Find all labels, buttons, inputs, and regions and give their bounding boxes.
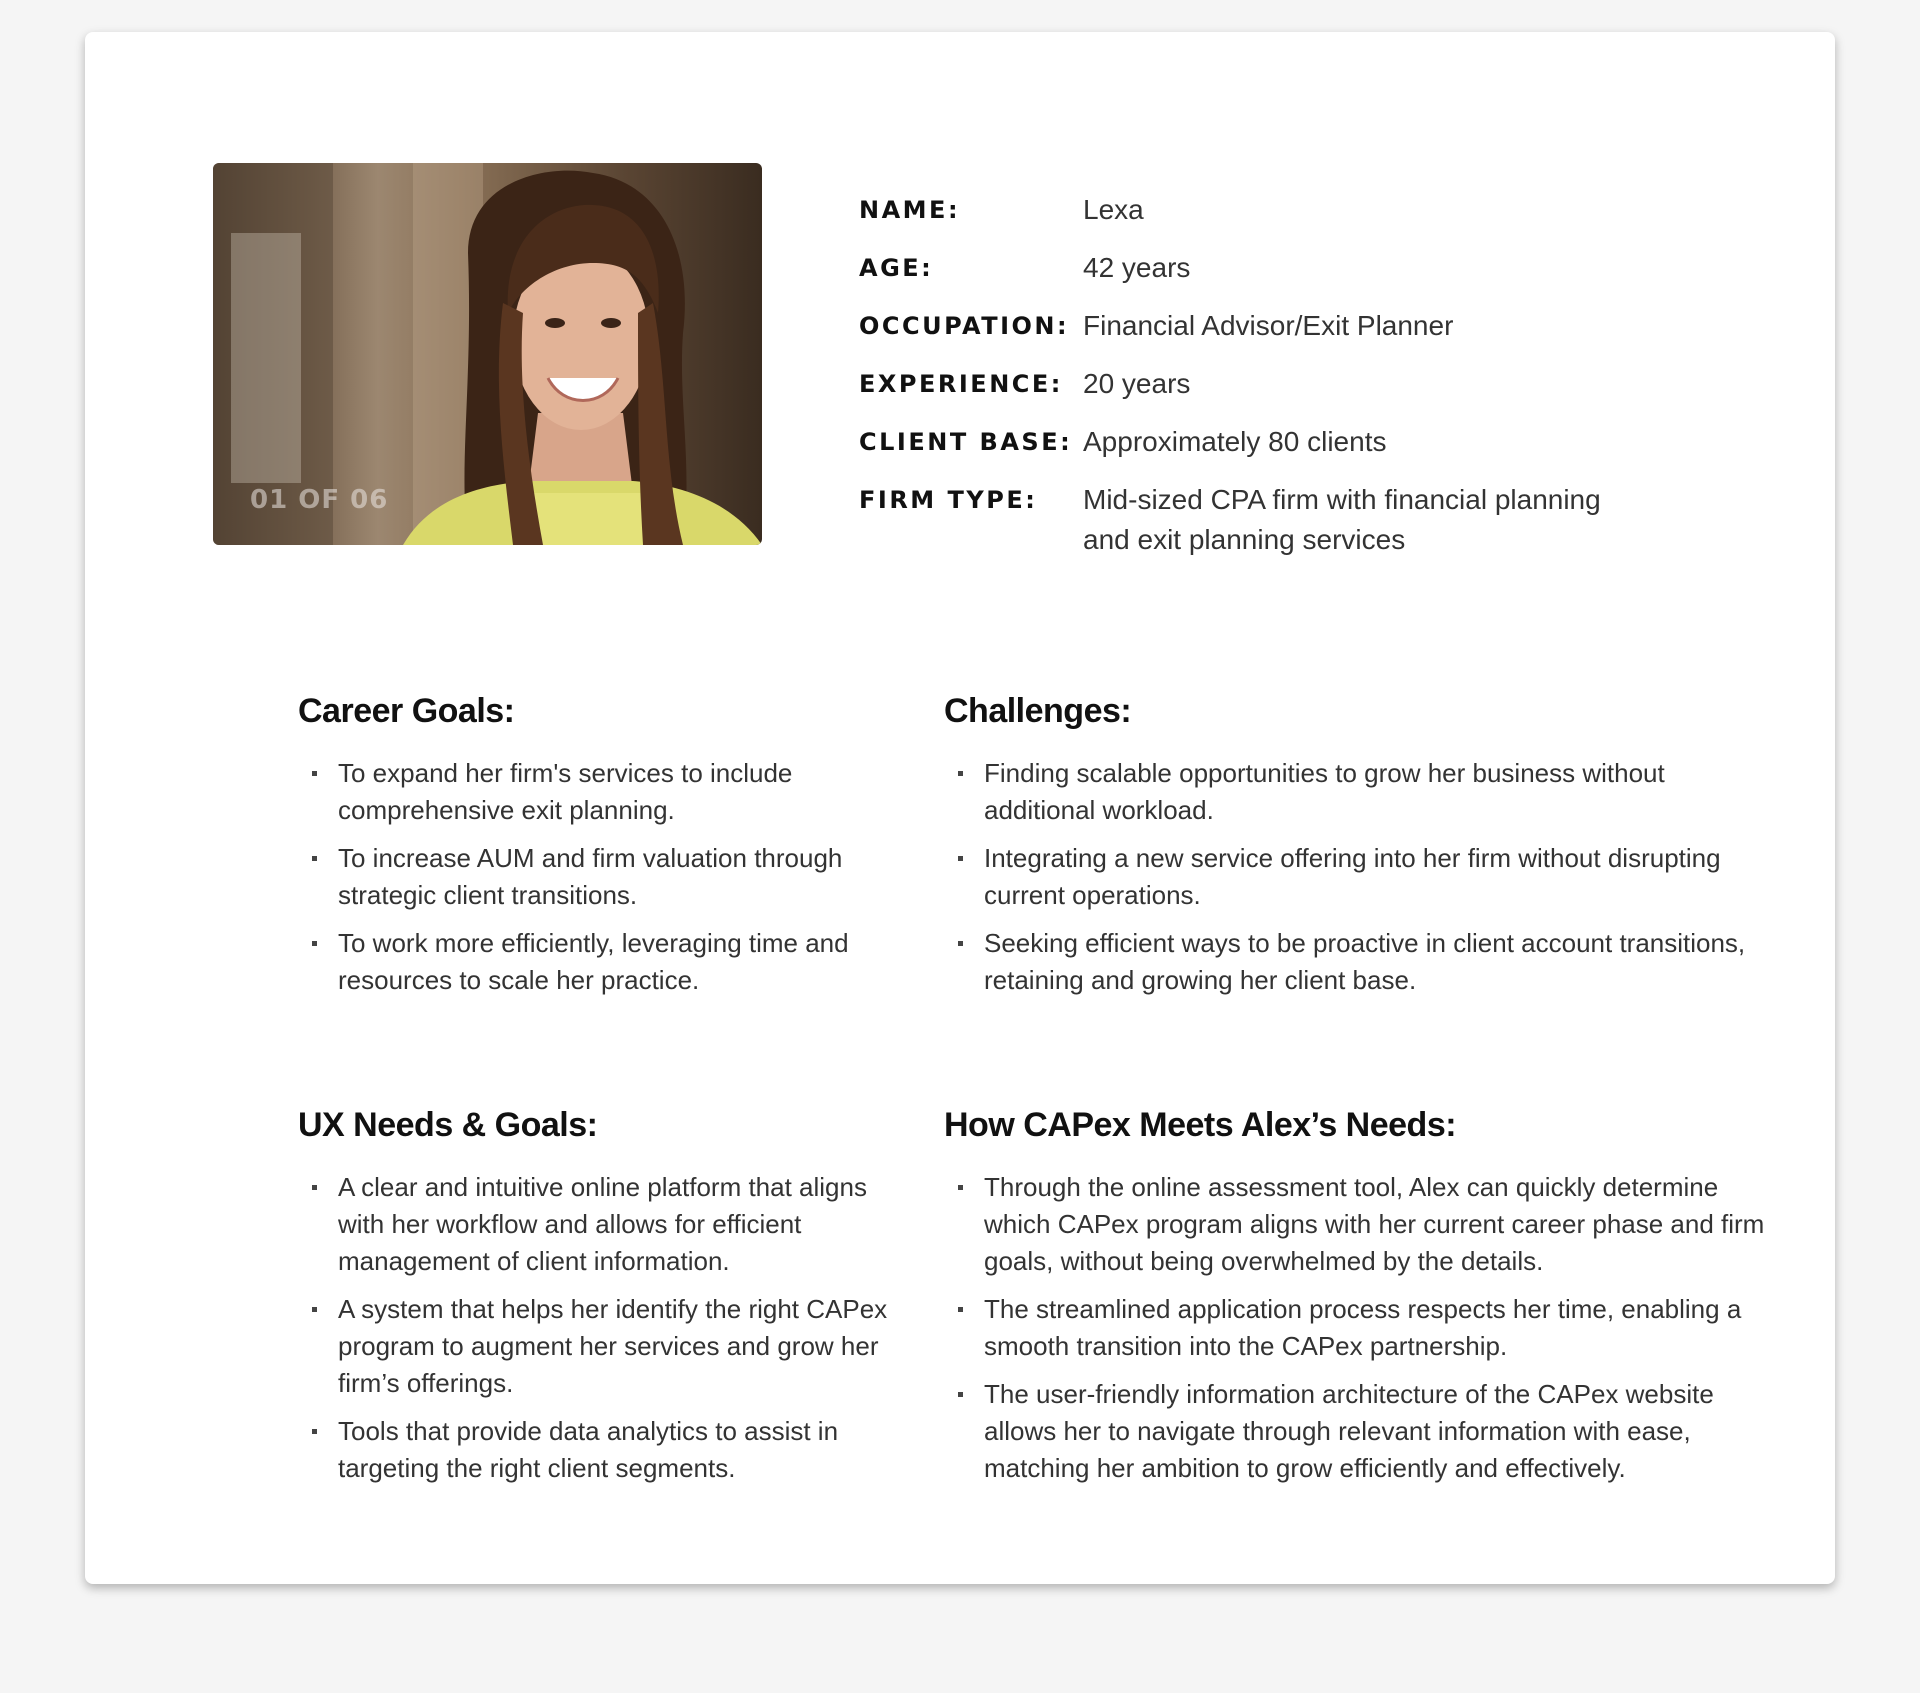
list-item-text: To work more efficiently, leveraging time and resources to scale her practice. bbox=[338, 928, 849, 995]
profile-label: OCCUPATION: bbox=[859, 312, 1070, 340]
list-item-text: Tools that provide data analytics to assist in targeting the right client segments. bbox=[338, 1416, 839, 1483]
profile-row-client-base bbox=[859, 424, 1719, 462]
list-item-text: Through the online assessment tool, Alex can quickly determine which CAPex program aligns with her current career phase and firm goals, without being overwhelmed by the details. bbox=[984, 1172, 1765, 1276]
list-item-text: To increase AUM and firm valuation through strategic client transitions. bbox=[338, 843, 843, 910]
bullet-list bbox=[298, 755, 908, 999]
list-item-text: Seeking efficient ways to be proactive in client account transitions, retaining and growing her client base. bbox=[984, 928, 1746, 995]
profile-value: 20 years bbox=[1083, 368, 1191, 399]
profile-value: Financial Advisor/Exit Planner bbox=[1083, 310, 1454, 341]
profile-row-experience bbox=[859, 366, 1719, 404]
section-title: Challenges: bbox=[944, 692, 1132, 730]
list-item bbox=[298, 840, 908, 914]
list-item bbox=[944, 925, 1774, 999]
list-item bbox=[298, 755, 908, 829]
profile-label: NAME: bbox=[859, 196, 961, 224]
list-item bbox=[944, 755, 1774, 829]
bullet-list bbox=[944, 1169, 1774, 1487]
persona-photo bbox=[213, 163, 762, 545]
list-item bbox=[944, 1376, 1774, 1487]
list-item-text: The user-friendly information architecture of the CAPex website allows her to navigate through relevant information with ease, matching her ambition to grow efficiently and effectively. bbox=[984, 1379, 1714, 1483]
list-item bbox=[298, 1413, 908, 1487]
profile-value: 42 years bbox=[1083, 252, 1191, 283]
square-bullet-icon bbox=[312, 771, 317, 776]
list-item-text: Finding scalable opportunities to grow her business without additional workload. bbox=[984, 758, 1665, 825]
square-bullet-icon bbox=[312, 1185, 317, 1190]
profile-label: AGE: bbox=[859, 254, 934, 282]
photo-counter: 01 OF 06 bbox=[250, 485, 389, 515]
square-bullet-icon bbox=[312, 1429, 317, 1434]
capex-meets-needs-section bbox=[944, 1106, 1774, 1498]
square-bullet-icon bbox=[958, 1307, 963, 1312]
square-bullet-icon bbox=[312, 1307, 317, 1312]
list-item bbox=[944, 1169, 1774, 1280]
square-bullet-icon bbox=[958, 941, 963, 946]
ux-needs-section bbox=[298, 1106, 908, 1498]
square-bullet-icon bbox=[958, 856, 963, 861]
list-item-text: A clear and intuitive online platform that aligns with her workflow and allows for efficient management of client information. bbox=[338, 1172, 867, 1276]
list-item bbox=[298, 1291, 908, 1402]
square-bullet-icon bbox=[958, 1392, 963, 1397]
square-bullet-icon bbox=[958, 771, 963, 776]
list-item bbox=[944, 1291, 1774, 1365]
profile-value: Mid-sized CPA firm with financial planning and exit planning services bbox=[1083, 484, 1601, 555]
list-item-text: To expand her firm's services to include comprehensive exit planning. bbox=[338, 758, 793, 825]
section-title: UX Needs & Goals: bbox=[298, 1106, 598, 1144]
bullet-list bbox=[298, 1169, 908, 1487]
list-item bbox=[298, 1169, 908, 1280]
list-item-text: Integrating a new service offering into her firm without disrupting current operations. bbox=[984, 843, 1721, 910]
square-bullet-icon bbox=[312, 941, 317, 946]
bullet-list bbox=[944, 755, 1774, 999]
profile-details bbox=[859, 192, 1719, 580]
section-title: How CAPex Meets Alex’s Needs: bbox=[944, 1106, 1457, 1144]
profile-label: CLIENT BASE: bbox=[859, 428, 1073, 456]
list-item bbox=[298, 925, 908, 999]
persona-card bbox=[85, 32, 1835, 1584]
profile-row-occupation bbox=[859, 308, 1719, 346]
list-item-text: The streamlined application process respects her time, enabling a smooth transition into the CAPex partnership. bbox=[984, 1294, 1742, 1361]
profile-value: Approximately 80 clients bbox=[1083, 426, 1387, 457]
challenges-section bbox=[944, 692, 1774, 1010]
profile-row-name bbox=[859, 192, 1719, 230]
profile-label: EXPERIENCE: bbox=[859, 370, 1063, 398]
section-title: Career Goals: bbox=[298, 692, 515, 730]
profile-row-age bbox=[859, 250, 1719, 288]
square-bullet-icon bbox=[958, 1185, 963, 1190]
square-bullet-icon bbox=[312, 856, 317, 861]
list-item-text: A system that helps her identify the right CAPex program to augment her services and grow her firm’s offerings. bbox=[338, 1294, 888, 1398]
list-item bbox=[944, 840, 1774, 914]
profile-value: Lexa bbox=[1083, 194, 1144, 225]
profile-row-firm-type bbox=[859, 482, 1719, 560]
career-goals-section bbox=[298, 692, 908, 1010]
profile-label: FIRM TYPE: bbox=[859, 486, 1038, 514]
